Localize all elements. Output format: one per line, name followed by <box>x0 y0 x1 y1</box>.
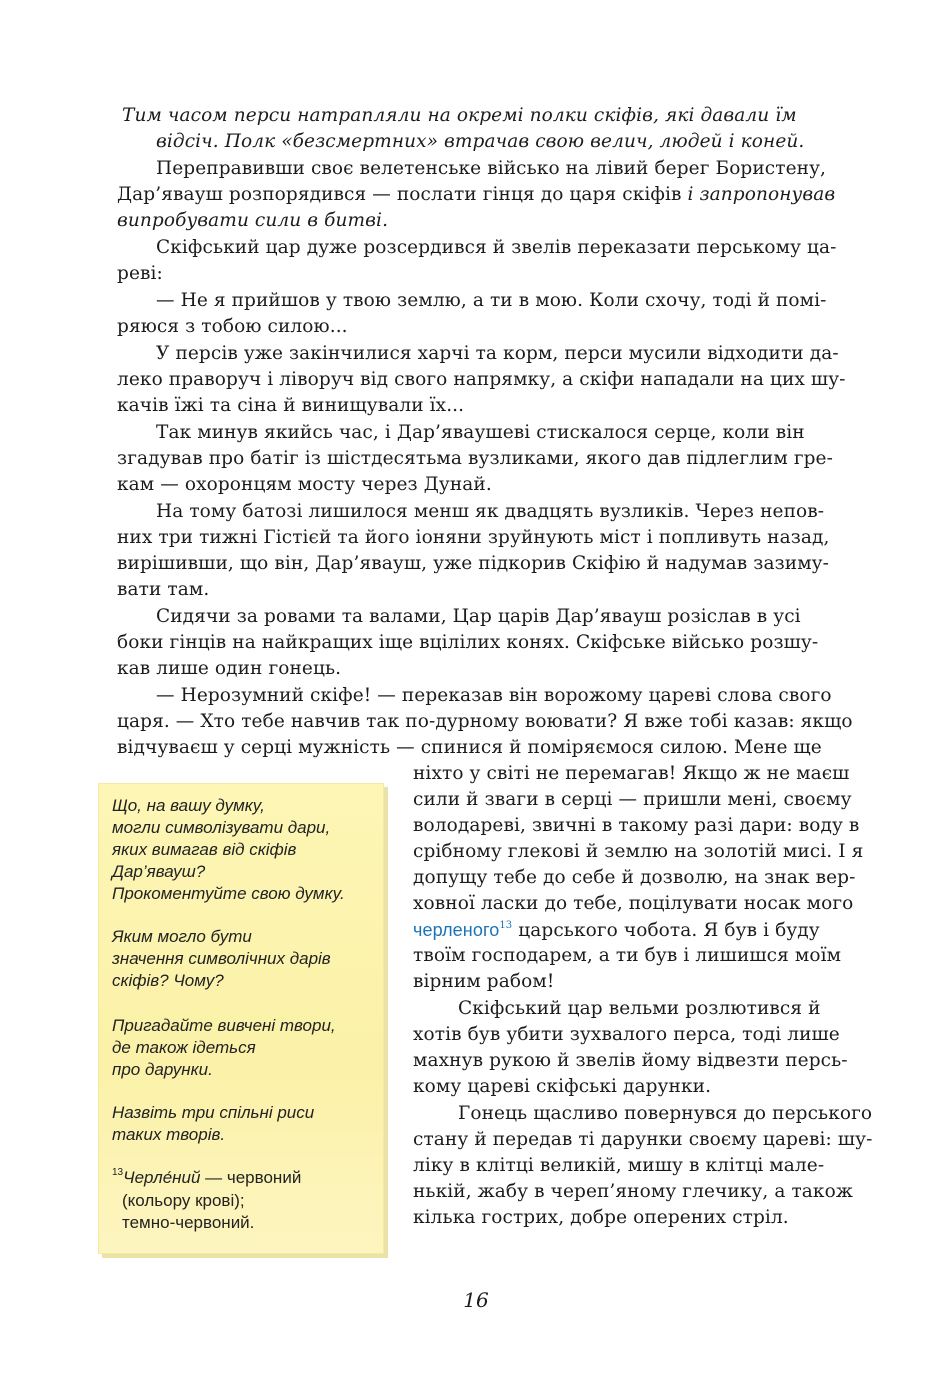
sidebar-question-line: значення символічних дарів <box>112 949 331 968</box>
paragraph-line: срібному глекові й землю на золотій мисі. І я <box>413 841 864 862</box>
sidebar-question-line: яких вимагав від скіфів <box>112 840 297 859</box>
sidebar-question-line: скіфів? Чому? <box>112 971 224 990</box>
footnote <box>112 1167 301 1189</box>
paragraph-line <box>413 917 820 944</box>
footnote-term: Черле́ний <box>123 1168 201 1187</box>
paragraph-line: сили й зваги в серці — пришли мені, своєму <box>413 789 852 810</box>
paragraph-line: ліку в клітці великій, мишу в клітці мале- <box>413 1155 825 1176</box>
paragraph-line: махнув рукою й звелів йому відвезти персь- <box>413 1050 848 1071</box>
sidebar-question-line: Що, на вашу думку, <box>112 796 265 815</box>
paragraph-line: качів їжі та сіна й винищували їх... <box>117 395 465 416</box>
footnote-definition-line: (кольору крові); <box>122 1191 245 1210</box>
footnote-ref[interactable]: 13 <box>499 919 513 931</box>
paragraph-line: кілька гострих, добре оперених стріл. <box>413 1207 789 1228</box>
sidebar-question-line: Яким могло бути <box>112 927 252 946</box>
paragraph-line: ніхто у світі не перемагав! Якщо ж не маєш <box>413 763 850 784</box>
paragraph-line: леко праворуч і ліворуч від свого напрямку, а скіфи нападали на цих шу- <box>117 369 846 390</box>
paragraph-line: Переправивши своє велетенське військо на лівий берег Бористену, <box>156 158 827 179</box>
paragraph-line: твоїм господарем, а ти був і лишишся моїм <box>413 945 842 966</box>
sidebar-question-line: могли символізувати дари, <box>112 818 331 837</box>
sidebar-question-line: про дарунки. <box>112 1060 213 1079</box>
paragraph-line: На тому батозі лишилося менш як двадцять вузликів. Через непов- <box>156 501 825 522</box>
paragraph-line: Сидячи за ровами та валами, Цар царів Дар’явауш розіслав в усі <box>156 606 801 627</box>
paragraph-line <box>117 182 835 208</box>
paragraph-line: хотів був убити зухвалого перса, тоді лише <box>413 1024 840 1045</box>
sidebar-question-line: таких творів. <box>112 1125 226 1144</box>
sidebar-question-line: Назвіть три спільні риси <box>112 1103 315 1122</box>
paragraph-line: допущу тебе до себе й дозволю, на знак вер- <box>413 867 856 888</box>
paragraph-line: боки гінців на найкращих іще вцілілих конях. Скіфське військо розшу- <box>117 632 819 653</box>
paragraph-line: реві: <box>117 263 163 284</box>
text-run: Дар’явауш розпорядився — послати гінця до царя скіфів <box>117 184 682 205</box>
paragraph-line: Скіфський цар вельми розлютився й <box>458 998 821 1019</box>
paragraph-line: ховної ласки до тебе, поцілувати носак мого <box>413 893 854 914</box>
paragraph-line: вирішивши, що він, Дар’явауш, уже підкорив Скіфію й надумав зазиму- <box>117 553 830 574</box>
paragraph-line: відчуваєш у серці мужність — спинися й поміряємося силою. Мене ще <box>117 737 822 758</box>
paragraph-line: володареві, звичні в такому разі дари: воду в <box>413 815 860 836</box>
intro-line: відсіч. Полк «безсмертних» втрачав свою велич, людей і коней. <box>156 131 805 152</box>
paragraph-line: кам — охоронцям мосту через Дунай. <box>117 474 492 495</box>
paragraph-line: кав лише один гонець. <box>117 658 342 679</box>
paragraph-line: царя. — Хто тебе навчив так по-дурному воювати? Я вже тобі казав: якщо <box>117 711 853 732</box>
sidebar-question-line: Дар’явауш? <box>112 862 206 881</box>
paragraph-line: кому цареві скіфські дарунки. <box>413 1076 712 1097</box>
paragraph-line: Гонець щасливо повернувся до перського <box>458 1103 873 1124</box>
sidebar-question-line: Прокоментуйте свою думку. <box>112 884 345 903</box>
paragraph-line: У персів уже закінчилися харчі та корм, перси мусили відходити да- <box>156 343 839 364</box>
paragraph-line: ряюся з тобою силою... <box>117 316 348 337</box>
intro-line: Тим часом перси натрапляли на окремі полки скіфів, які давали їм <box>122 105 797 126</box>
sidebar-question-line: де також ідеться <box>112 1038 256 1057</box>
paragraph-line: випробувати сили в битві. <box>117 210 389 231</box>
paragraph-line: вірним рабом! <box>413 971 555 992</box>
paragraph-line: Скіфський цар дуже розсердився й звелів переказати перському ца- <box>156 237 837 258</box>
paragraph-line: них три тижні Гістієй та його іоняни зруйнують міст і попливуть назад, <box>117 527 830 548</box>
glossary-link-chervleny[interactable]: черленого <box>413 920 500 940</box>
footnote-definition-line: темно-червоний. <box>122 1213 255 1232</box>
text-run-italic: і запропонував <box>687 184 836 205</box>
paragraph-line: згадував про батіг із шістдесятьма вузликами, якого дав підлеглим гре- <box>117 448 833 469</box>
sidebar-question-line: Пригадайте вивчені твори, <box>112 1016 336 1035</box>
page-number: 16 <box>463 1288 489 1312</box>
paragraph-line: — Нерозумний скіфе! — переказав він ворожому цареві слова свого <box>156 685 832 706</box>
footnote-marker: 13 <box>112 1167 124 1179</box>
footnote-definition: — червоний <box>200 1168 302 1187</box>
paragraph-line: Так минув якийсь час, і Дар’яваушеві стискалося серце, коли він <box>156 422 805 443</box>
paragraph-line: стану й передав ті дарунки своєму цареві: шу- <box>413 1129 873 1150</box>
paragraph-line: нькій, жабу в череп’яному глечику, а також <box>413 1181 853 1202</box>
text-run: царського чобота. Я був і буду <box>518 920 820 941</box>
paragraph-line: вати там. <box>117 579 210 600</box>
paragraph-line: — Не я прийшов у твою землю, а ти в мою. Коли схочу, тоді й помі- <box>156 290 827 311</box>
